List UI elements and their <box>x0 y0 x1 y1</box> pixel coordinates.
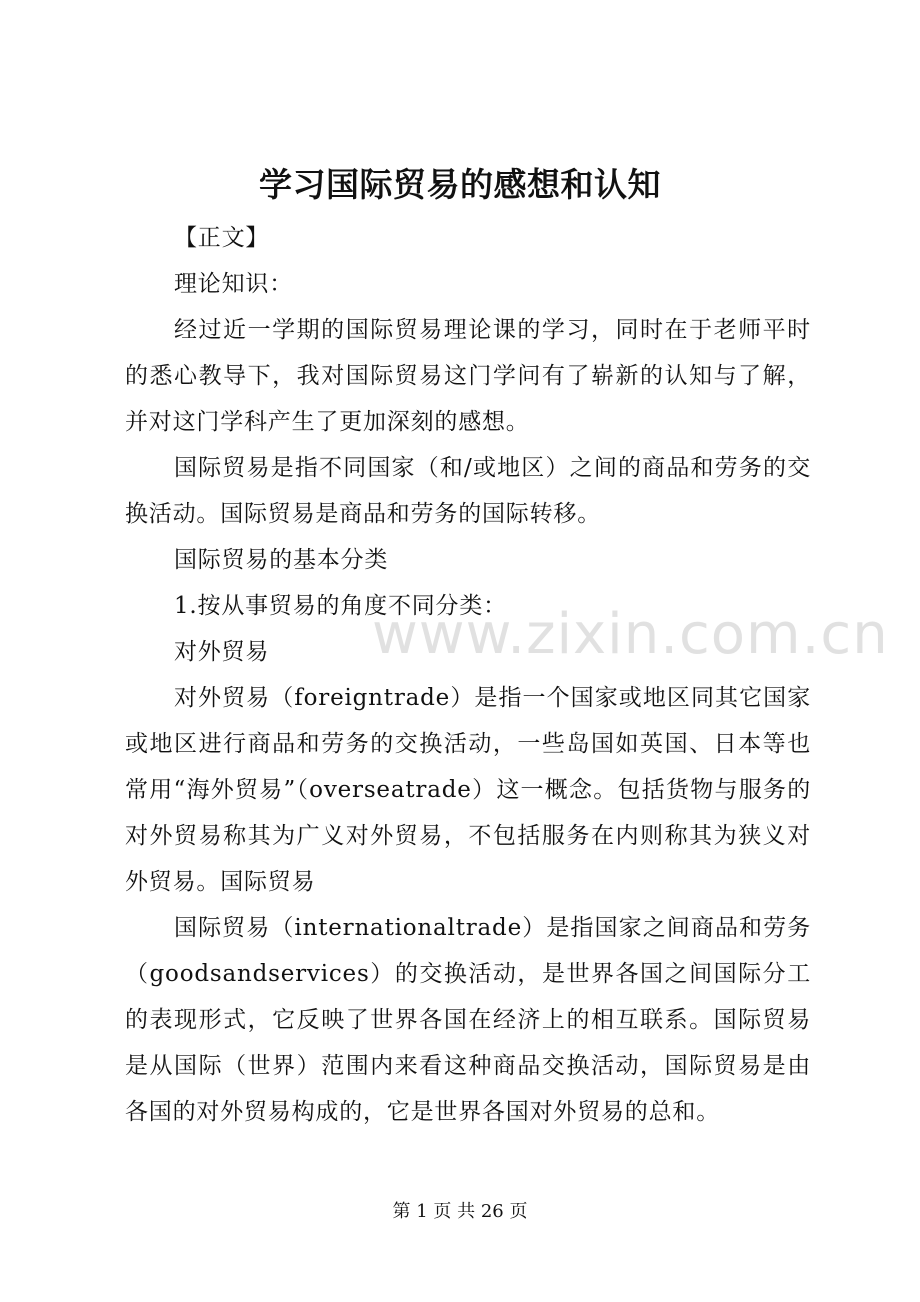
document-body <box>125 215 811 1135</box>
watermark: www.zixin.com.cn <box>372 602 889 667</box>
paragraph-intro: 经过近一学期的国际贸易理论课的学习，同时在于老师平时的悉心教导下，我对国际贸易这门学问有了崭新的认知与了解，并对这门学科产生了更加深刻的感想。 <box>125 317 811 435</box>
paragraph-foreign-trade: 对外贸易（foreigntrade）是指一个国家或地区同其它国家或地区进行商品和劳务的交换活动，一些岛国如英国、日本等也常用“海外贸易”（overseatrade）这一概念。包括货物与服务的对外贸易称其为广义对外贸易，不包括服务在内则称其为狭义对外贸易。国际贸易 <box>125 685 811 895</box>
page-footer: 第 1 页 共 26 页 <box>392 1201 528 1222</box>
paragraph-international-trade: 国际贸易（internationaltrade）是指国家之间商品和劳务（goodsandservices）的交换活动，是世界各国之间国际分工的表现形式，它反映了世界各国在经济上的相互联系。国际贸易是从国际（世界）范围内来看这种商品交换活动，国际贸易是由各国的对外贸易构成的，它是世界各国对外贸易的总和。 <box>125 915 811 1125</box>
paragraph-section-label: 【正文】 <box>174 225 270 251</box>
paragraph-classification-heading: 国际贸易的基本分类 <box>174 547 389 573</box>
paragraph-classification-item-1: 1.按从事贸易的角度不同分类： <box>174 593 507 619</box>
paragraph-definition: 国际贸易是指不同国家（和/或地区）之间的商品和劳务的交换活动。国际贸易是商品和劳务的国际转移。 <box>125 455 811 527</box>
paragraph-foreign-trade-heading: 对外贸易 <box>174 639 270 665</box>
paragraph-theory-heading: 理论知识： <box>174 271 293 297</box>
document-title: 学习国际贸易的感想和认知 <box>259 165 661 204</box>
